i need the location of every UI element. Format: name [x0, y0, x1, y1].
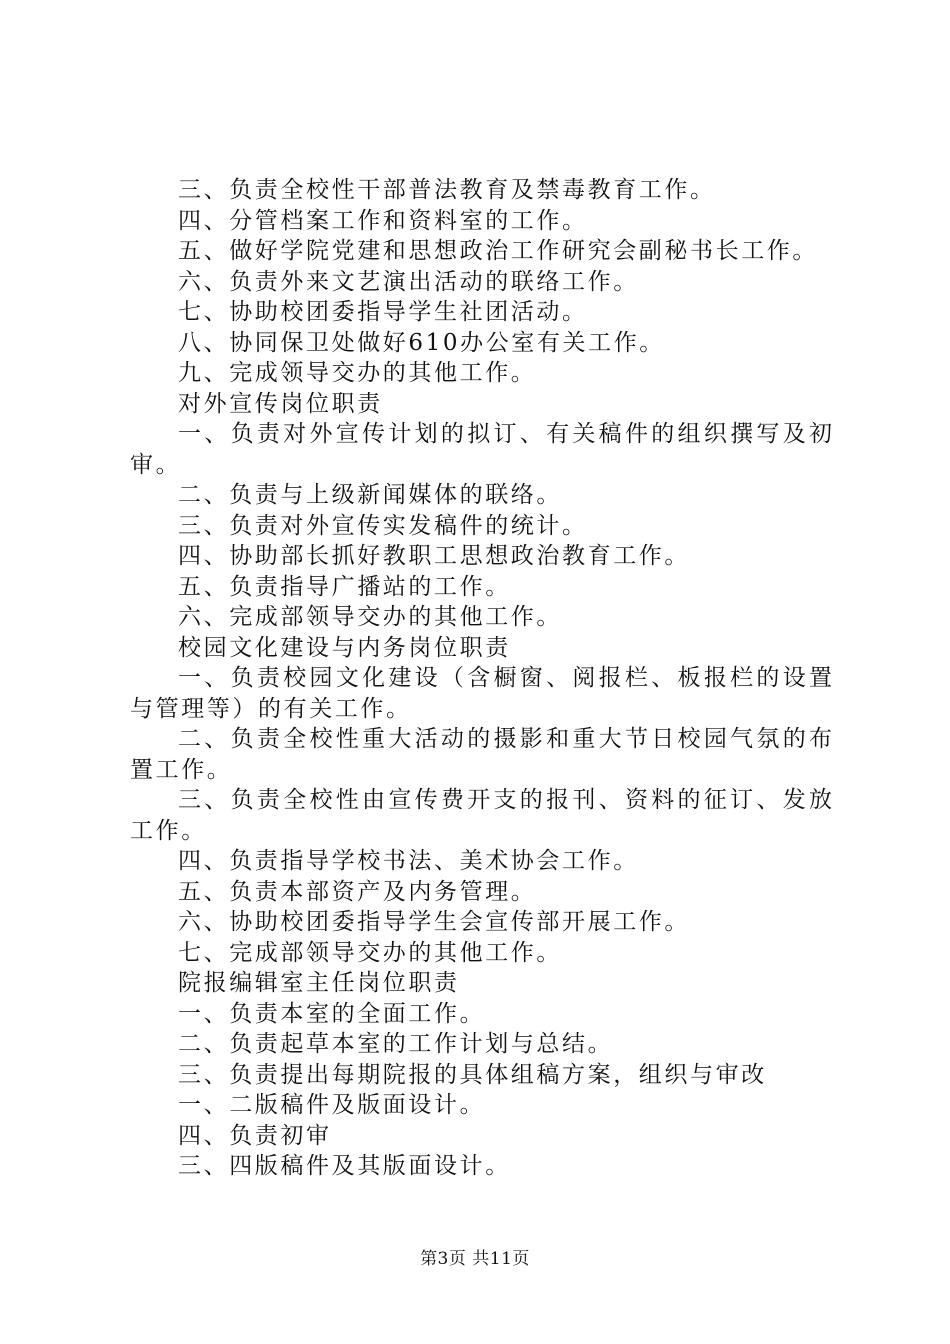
paragraph-line: 三、四版稿件及其版面设计。 — [178, 1153, 511, 1179]
paragraph-line: 三、负责全校性干部普法教育及禁毒教育工作。 — [178, 177, 716, 203]
paragraph-line: 二、负责起草本室的工作计划与总结。 — [178, 1031, 614, 1057]
paragraph-line: 三、负责全校性由宣传费开支的报刊、资料的征订、发放 — [178, 787, 832, 813]
paragraph-line: 七、协助校团委指导学生社团活动。 — [178, 299, 588, 325]
paragraph-line: 四、负责初审 — [178, 1122, 332, 1149]
paragraph-line: 五、负责指导广播站的工作。 — [178, 573, 511, 600]
paragraph-line: 六、完成部领导交办的其他工作。 — [178, 604, 562, 630]
paragraph-line: 一、负责本室的全面工作。 — [178, 1000, 486, 1027]
paragraph-line: 二、负责全校性重大活动的摄影和重大节日校园气氛的布 — [178, 726, 832, 752]
paragraph-continuation: 审。 — [130, 451, 182, 478]
paragraph-line: 七、完成部领导交办的其他工作。 — [178, 939, 562, 966]
paragraph-line: 三、负责提出每期院报的具体组稿方案，组织与审改 — [178, 1061, 767, 1088]
paragraph-line: 一、负责校园文化建设（含橱窗、阅报栏、板报栏的设置 — [178, 665, 832, 691]
paragraph-line: 一、负责对外宣传计划的拟订、有关稿件的组织撰写及初 — [178, 421, 832, 447]
paragraph-line: 三、负责对外宣传实发稿件的统计。 — [178, 512, 588, 539]
section-heading: 校园文化建设与内务岗位职责 — [178, 634, 511, 661]
paragraph-continuation: 工作。 — [130, 817, 207, 844]
section-heading: 对外宣传岗位职责 — [178, 390, 383, 417]
paragraph-line: 四、协助部长抓好教职工思想政治教育工作。 — [178, 543, 690, 569]
paragraph-line: 五、负责本部资产及内务管理。 — [178, 878, 537, 905]
paragraph-line: 一、二版稿件及版面设计。 — [178, 1092, 486, 1118]
paragraph-continuation: 与管理等）的有关工作。 — [130, 695, 412, 722]
paragraph-continuation: 置工作。 — [130, 756, 233, 783]
paragraph-line: 九、完成领导交办的其他工作。 — [178, 360, 537, 386]
paragraph-line: 五、做好学院党建和思想政治工作研究会副秘书长工作。 — [178, 238, 818, 264]
paragraph-line: 四、负责指导学校书法、美术协会工作。 — [178, 848, 639, 874]
document-body — [130, 175, 832, 1182]
paragraph-line: 八、协同保卫处做好610办公室有关工作。 — [178, 329, 665, 356]
page-number-footer: 第3页 共11页 — [420, 1249, 530, 1269]
paragraph-line: 四、分管档案工作和资料室的工作。 — [178, 207, 588, 234]
paragraph-line: 六、负责外来文艺演出活动的联络工作。 — [178, 268, 639, 295]
section-heading: 院报编辑室主任岗位职责 — [178, 970, 460, 996]
paragraph-line: 二、负责与上级新闻媒体的联络。 — [178, 482, 562, 508]
paragraph-line: 六、协助校团委指导学生会宣传部开展工作。 — [178, 909, 690, 935]
